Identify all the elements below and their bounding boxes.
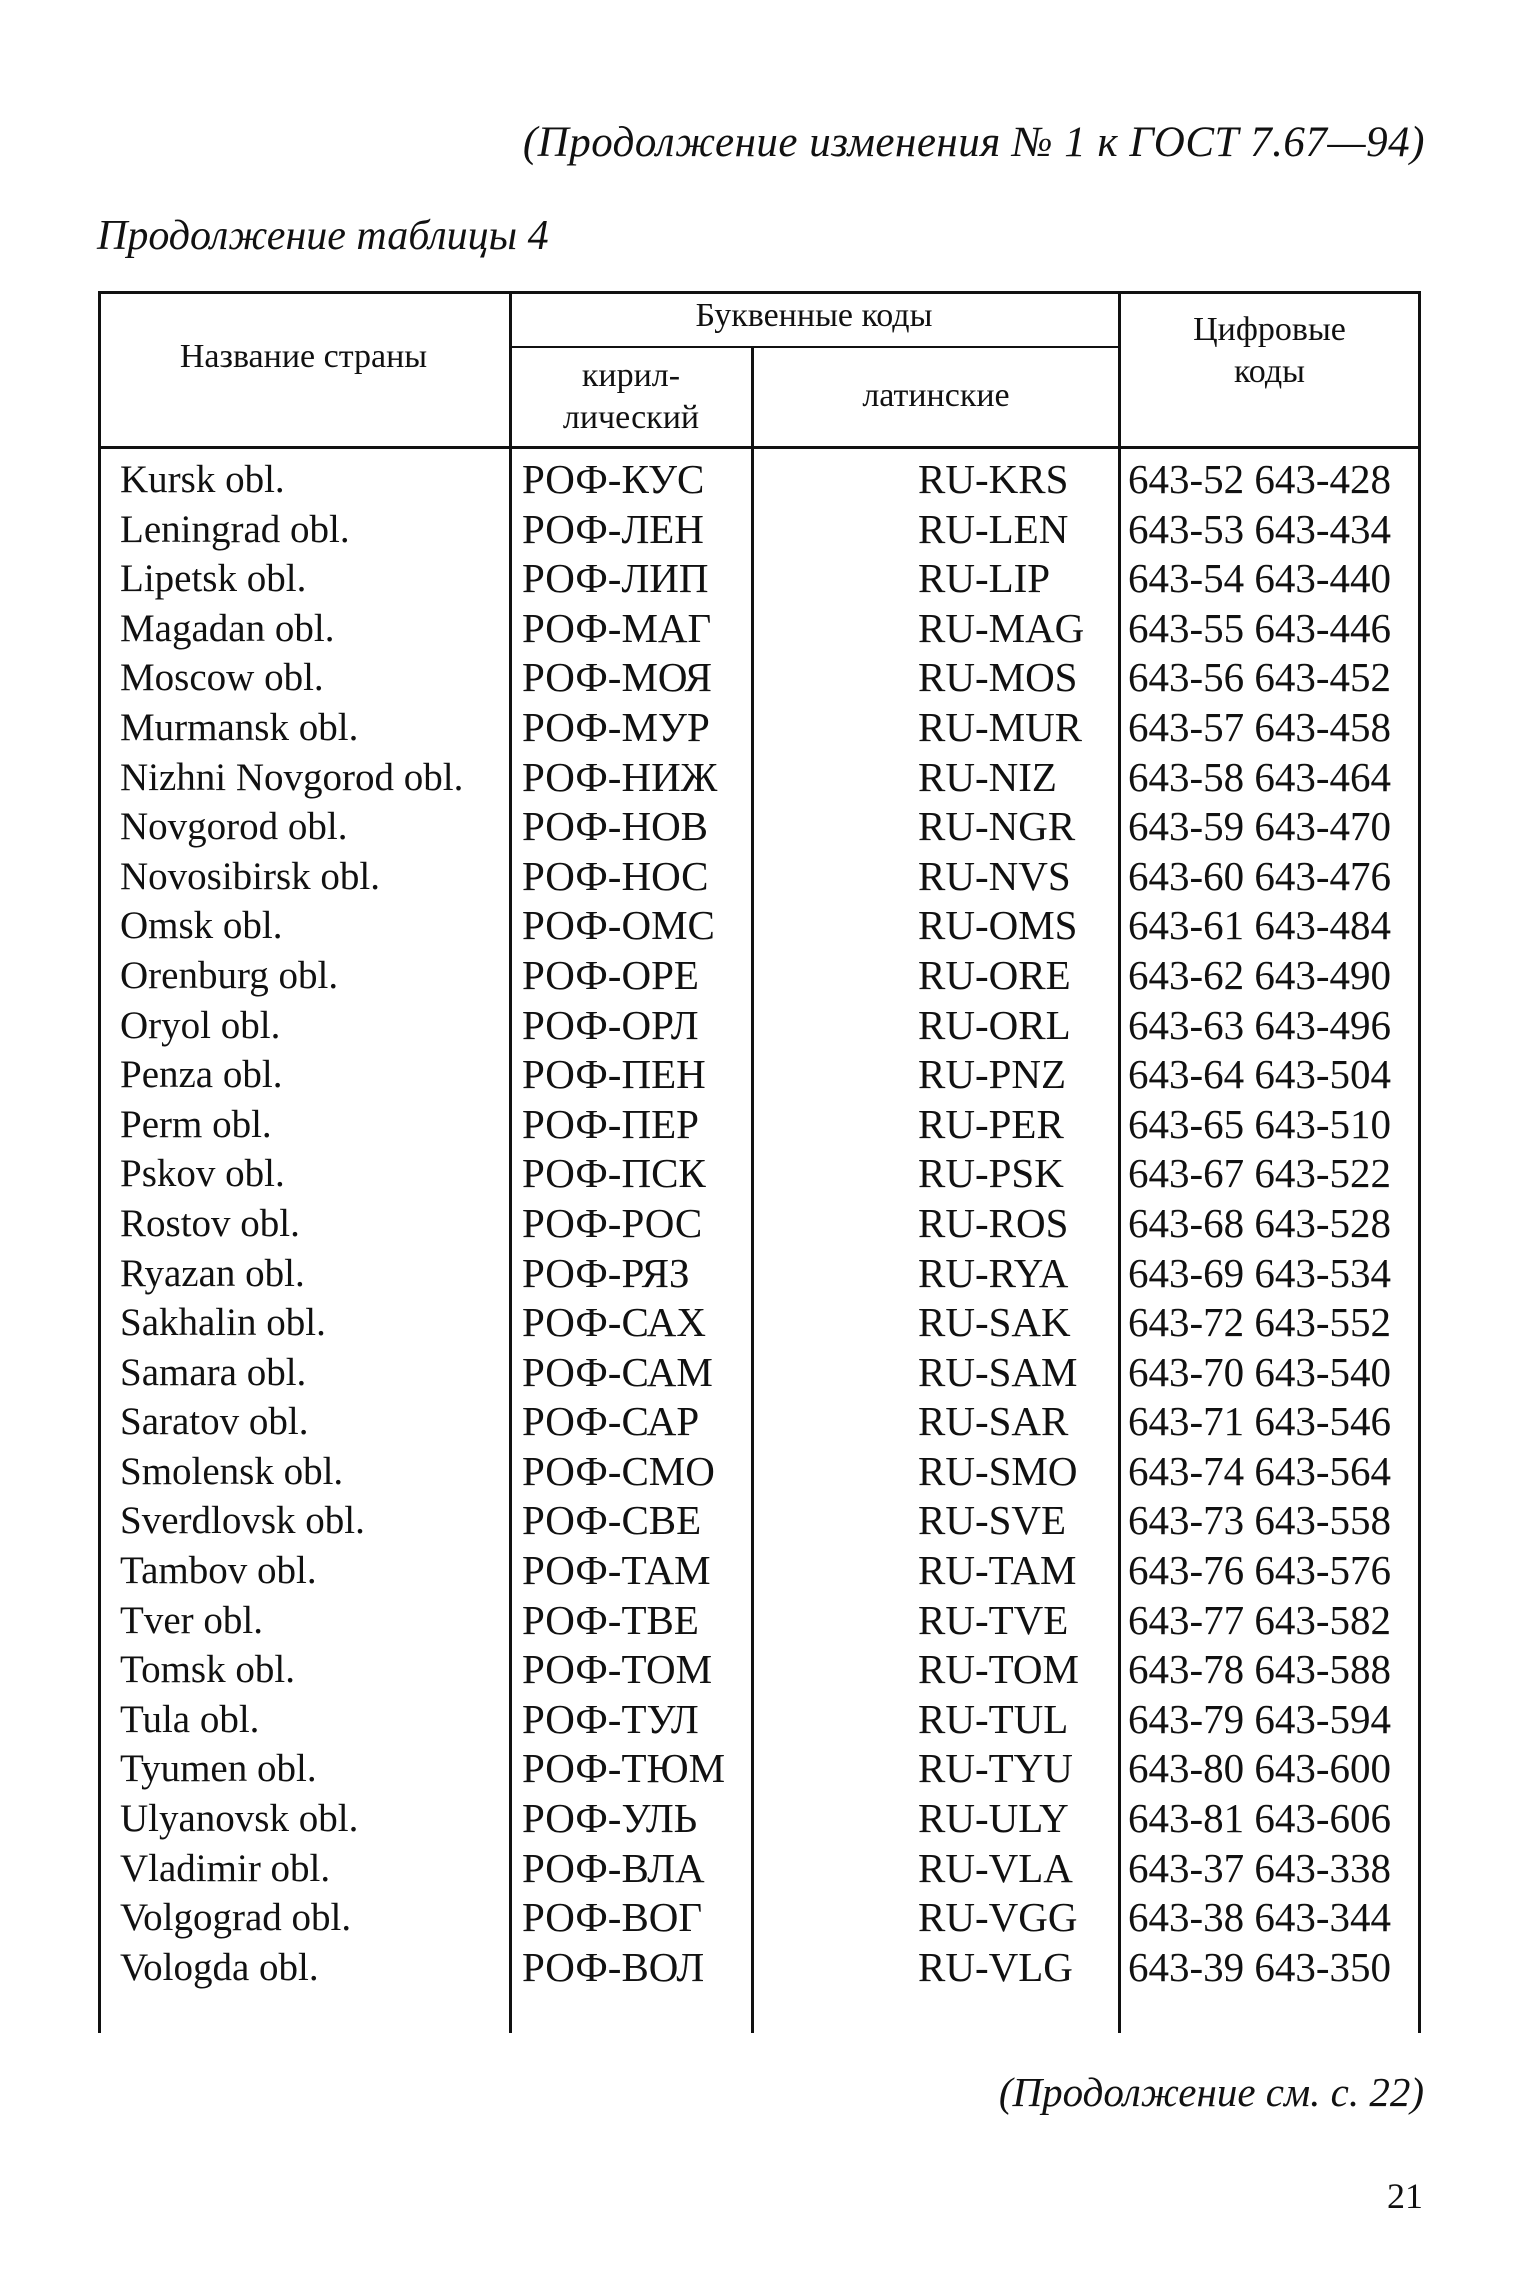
digital-code-cell: 643-64 643-504 xyxy=(1128,1051,1392,1098)
cyrillic-code-cell: РОФ-НИЖ xyxy=(522,753,718,800)
letter-codes-rule xyxy=(510,346,1120,348)
digital-code-cell: 643-39 643-350 xyxy=(1128,1943,1392,1990)
latin-code-cell: RU-SMO xyxy=(918,1447,1078,1494)
country-name-cell: Ryazan obl. xyxy=(120,1251,305,1295)
cyrillic-code-cell: РОФ-ВЛА xyxy=(522,1844,705,1891)
cyrillic-code-column xyxy=(522,455,725,1992)
latin-code-cell: RU-ULY xyxy=(918,1795,1069,1842)
cyrillic-code-cell: РОФ-КУС xyxy=(522,456,705,502)
country-name-cell: Kursk obl. xyxy=(120,458,285,501)
country-name-cell: Vladimir obl. xyxy=(120,1846,331,1890)
cyrillic-code-cell: РОФ-МУР xyxy=(522,703,710,750)
digital-code-cell: 643-80 643-600 xyxy=(1128,1745,1392,1792)
cyrillic-code-cell: РОФ-ТВЕ xyxy=(522,1596,699,1643)
country-name-cell: Rostov obl. xyxy=(120,1201,300,1245)
digital-code-cell: 643-61 643-484 xyxy=(1128,902,1392,949)
cyrillic-code-cell: РОФ-ТОМ xyxy=(522,1646,713,1693)
digital-code-cell: 643-56 643-452 xyxy=(1128,654,1392,701)
digital-code-cell: 643-60 643-476 xyxy=(1128,852,1392,899)
header-bottom-rule xyxy=(98,446,1421,449)
latin-code-cell: RU-MOS xyxy=(918,654,1078,701)
cyrillic-code-cell: РОФ-ОРЛ xyxy=(522,1001,699,1048)
latin-code-cell: RU-RYA xyxy=(918,1249,1069,1296)
cyrillic-code-cell: РОФ-РОС xyxy=(522,1199,703,1246)
country-name-cell: Sakhalin obl. xyxy=(120,1301,326,1345)
country-name-cell: Nizhni Novgorod obl. xyxy=(120,755,464,799)
latin-code-cell: RU-TUL xyxy=(918,1695,1069,1742)
header-country-name: Название страны xyxy=(179,338,428,375)
digital-code-cell: 643-62 643-490 xyxy=(1128,951,1392,998)
cyrillic-code-cell: РОФ-ПСК xyxy=(522,1150,706,1197)
latin-code-cell: RU-PNZ xyxy=(918,1051,1067,1098)
page-number: 21 xyxy=(1387,2176,1423,2216)
cyrillic-code-cell: РОФ-СМО xyxy=(522,1447,715,1494)
latin-code-cell: RU-SAM xyxy=(918,1348,1078,1395)
digital-code-cell: 643-73 643-558 xyxy=(1128,1497,1392,1544)
digital-code-cell: 643-71 643-546 xyxy=(1128,1398,1392,1445)
cyrillic-code-cell: РОФ-НОС xyxy=(522,852,709,899)
latin-code-cell: RU-NGR xyxy=(918,803,1076,850)
country-name-cell: Tambov obl. xyxy=(120,1549,317,1593)
header-letter-codes: Буквенные коды xyxy=(695,297,933,334)
cyrillic-code-cell: РОФ-ВОГ xyxy=(522,1894,703,1941)
latin-code-cell: RU-PER xyxy=(918,1100,1064,1147)
latin-code-cell: RU-MAG xyxy=(918,604,1085,651)
country-name-cell: Perm obl. xyxy=(120,1102,272,1146)
country-name-cell: Orenburg obl. xyxy=(120,953,339,997)
digital-code-cell: 643-63 643-496 xyxy=(1128,1001,1392,1048)
latin-code-cell: RU-VLA xyxy=(918,1844,1073,1891)
latin-code-cell: RU-SAR xyxy=(918,1398,1069,1445)
cyrillic-code-cell: РОФ-ВОЛ xyxy=(522,1943,705,1990)
digital-code-cell: 643-79 643-594 xyxy=(1128,1695,1392,1742)
header-digital-codes: Цифровые коды xyxy=(1193,311,1346,390)
digital-code-cell: 643-67 643-522 xyxy=(1128,1150,1392,1197)
digital-code-cell: 643-77 643-582 xyxy=(1128,1596,1392,1643)
cyrillic-code-cell: РОФ-САР xyxy=(522,1398,700,1445)
latin-code-cell: RU-SAK xyxy=(918,1299,1071,1346)
cyrillic-code-cell: РОФ-УЛЬ xyxy=(522,1795,698,1842)
cyrillic-code-cell: РОФ-ЛЕН xyxy=(522,505,704,552)
country-name-cell: Smolensk obl. xyxy=(120,1449,344,1493)
cyrillic-code-cell: РОФ-ТАМ xyxy=(522,1547,711,1594)
country-name-cell: Tyumen obl. xyxy=(120,1747,317,1791)
digital-code-cell: 643-54 643-440 xyxy=(1128,555,1392,602)
latin-code-cell: RU-NIZ xyxy=(918,753,1057,800)
latin-code-cell: RU-VLG xyxy=(918,1943,1073,1990)
codes-table xyxy=(98,291,1421,2033)
cyrillic-code-cell: РОФ-МОЯ xyxy=(522,654,712,701)
cyrillic-code-cell: РОФ-МАГ xyxy=(522,604,712,651)
cyrillic-code-cell: РОФ-ТЮМ xyxy=(522,1745,726,1792)
cyrillic-code-cell: РОФ-ПЕР xyxy=(522,1100,699,1147)
country-name-cell: Leningrad obl. xyxy=(120,507,350,551)
cyrillic-code-cell: РОФ-ОМС xyxy=(522,902,715,949)
cyrillic-code-cell: РОФ-ОРЕ xyxy=(522,951,699,998)
latin-code-cell: RU-TAM xyxy=(918,1547,1077,1594)
country-name-cell: Magadan obl. xyxy=(120,606,335,650)
footer-note: (Продолжение см. с. 22) xyxy=(998,2069,1424,2115)
latin-code-cell: RU-KRS xyxy=(918,456,1069,502)
header-cyrillic: кирил- лический xyxy=(562,357,700,436)
digital-code-column xyxy=(1128,455,1391,1992)
cyrillic-code-cell: РОФ-НОВ xyxy=(522,803,709,850)
digital-code-cell: 643-68 643-528 xyxy=(1128,1199,1392,1246)
latin-code-cell: RU-ROS xyxy=(918,1199,1069,1246)
country-name-cell: Saratov obl. xyxy=(120,1400,309,1444)
cyrillic-code-cell: РОФ-САМ xyxy=(522,1348,713,1395)
latin-code-cell: RU-ORE xyxy=(918,951,1071,998)
country-name-cell: Novosibirsk obl. xyxy=(120,854,381,898)
latin-code-cell: RU-LIP xyxy=(918,555,1051,602)
header-note: (Продолжение изменения № 1 к ГОСТ 7.67—94) xyxy=(522,119,1425,166)
digital-code-cell: 643-57 643-458 xyxy=(1128,703,1392,750)
table-right-rule xyxy=(1418,291,1421,2033)
latin-code-cell: RU-PSK xyxy=(918,1150,1064,1197)
digital-code-cell: 643-65 643-510 xyxy=(1128,1100,1392,1147)
country-name-cell: Ulyanovsk obl. xyxy=(120,1797,359,1841)
country-name-cell: Moscow obl. xyxy=(120,656,324,700)
latin-code-cell: RU-TOM xyxy=(918,1646,1079,1693)
latin-code-cell: RU-SVE xyxy=(918,1497,1067,1544)
table-left-rule xyxy=(98,291,101,2033)
country-name-cell: Vologda obl. xyxy=(120,1945,319,1989)
latin-code-cell: RU-OMS xyxy=(918,902,1078,949)
country-name-cell: Tula obl. xyxy=(120,1697,260,1741)
cyrillic-code-cell: РОФ-ТУЛ xyxy=(522,1695,699,1742)
cyrillic-column-rule xyxy=(751,348,754,2033)
latin-column-rule xyxy=(1118,291,1121,2033)
cyrillic-code-cell: РОФ-ЛИП xyxy=(522,555,709,602)
digital-code-cell: 643-59 643-470 xyxy=(1128,803,1392,850)
cyrillic-code-cell: РОФ-САХ xyxy=(522,1299,706,1346)
latin-code-cell: RU-VGG xyxy=(918,1894,1078,1941)
country-name-cell: Sverdlovsk obl. xyxy=(120,1499,365,1543)
latin-code-cell: RU-TVE xyxy=(918,1596,1069,1643)
digital-code-cell: 643-37 643-338 xyxy=(1128,1844,1392,1891)
country-name-cell: Tomsk obl. xyxy=(120,1648,295,1692)
digital-code-cell: 643-74 643-564 xyxy=(1128,1447,1392,1494)
name-column-rule xyxy=(509,291,512,2033)
latin-code-cell: RU-ORL xyxy=(918,1001,1071,1048)
latin-code-column xyxy=(918,455,1084,1992)
country-name-column xyxy=(120,455,463,1992)
cyrillic-code-cell: РОФ-ПЕН xyxy=(522,1051,706,1098)
latin-code-cell: RU-NVS xyxy=(918,852,1071,899)
country-name-cell: Oryol obl. xyxy=(120,1003,281,1047)
country-name-cell: Novgorod obl. xyxy=(120,805,348,849)
country-name-cell: Pskov obl. xyxy=(120,1152,285,1196)
latin-code-cell: RU-TYU xyxy=(918,1745,1073,1792)
country-name-cell: Samara obl. xyxy=(120,1350,307,1394)
digital-code-cell: 643-55 643-446 xyxy=(1128,604,1392,651)
table-top-rule xyxy=(98,291,1421,294)
country-name-cell: Penza obl. xyxy=(120,1053,283,1097)
digital-code-cell: 643-52 643-428 xyxy=(1128,456,1392,502)
country-name-cell: Tver obl. xyxy=(120,1598,263,1642)
digital-code-cell: 643-76 643-576 xyxy=(1128,1547,1392,1594)
country-name-cell: Lipetsk obl. xyxy=(120,557,307,601)
latin-code-cell: RU-MUR xyxy=(918,703,1083,750)
digital-code-cell: 643-38 643-344 xyxy=(1128,1894,1392,1941)
header-latin: латинские xyxy=(862,377,1010,414)
digital-code-cell: 643-69 643-534 xyxy=(1128,1249,1392,1296)
country-name-cell: Omsk obl. xyxy=(120,904,283,948)
latin-code-cell: RU-LEN xyxy=(918,505,1069,552)
digital-code-cell: 643-78 643-588 xyxy=(1128,1646,1392,1693)
digital-code-cell: 643-81 643-606 xyxy=(1128,1795,1392,1842)
digital-code-cell: 643-53 643-434 xyxy=(1128,505,1392,552)
country-name-cell: Murmansk obl. xyxy=(120,705,359,749)
digital-code-cell: 643-58 643-464 xyxy=(1128,753,1392,800)
table-caption: Продолжение таблицы 4 xyxy=(97,213,549,259)
cyrillic-code-cell: РОФ-РЯЗ xyxy=(522,1249,690,1296)
cyrillic-code-cell: РОФ-СВЕ xyxy=(522,1497,702,1544)
digital-code-cell: 643-70 643-540 xyxy=(1128,1348,1392,1395)
digital-code-cell: 643-72 643-552 xyxy=(1128,1299,1392,1346)
country-name-cell: Volgograd obl. xyxy=(120,1896,352,1940)
